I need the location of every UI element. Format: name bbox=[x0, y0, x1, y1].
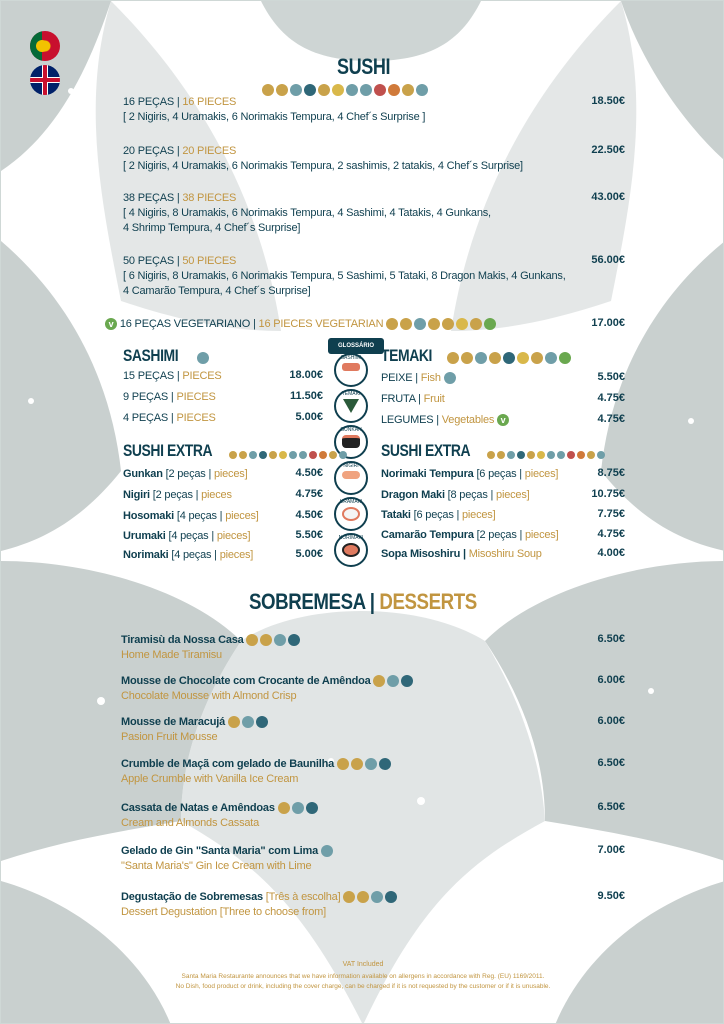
nuts-icon bbox=[319, 451, 327, 459]
gluten-icon bbox=[262, 84, 274, 96]
sushi-vegetarian-item: v 16 PEÇAS VEGETARIANO | 16 PIECES VEGETARIAN bbox=[105, 317, 498, 332]
mustard-icon bbox=[279, 451, 287, 459]
milk-icon bbox=[249, 451, 257, 459]
vat-note: VAT Included bbox=[342, 961, 384, 968]
mustard-icon bbox=[517, 352, 529, 364]
mustard-icon bbox=[456, 318, 468, 330]
dessert-item: Tiramisù da Nossa Casa Home Made Tiramisu bbox=[121, 633, 302, 663]
sushi-price: 18.50€ bbox=[591, 95, 625, 107]
temaki-price: 4.75€ bbox=[597, 413, 625, 425]
sashimi-allergen-icons bbox=[197, 349, 211, 367]
sashimi-item: 9 PEÇAS | PIECES bbox=[123, 391, 216, 403]
menu-content bbox=[1, 1, 724, 1024]
egg-icon bbox=[228, 716, 240, 728]
temaki-price: 4.75€ bbox=[597, 392, 625, 404]
sulphite-icon bbox=[597, 451, 605, 459]
dessert-price: 9.50€ bbox=[597, 890, 625, 902]
mustard-icon bbox=[537, 451, 545, 459]
soy-icon bbox=[304, 84, 316, 96]
nuts-icon bbox=[306, 802, 318, 814]
uk-flag-icon[interactable] bbox=[30, 65, 60, 95]
sashimi-price: 5.00€ bbox=[295, 411, 323, 423]
sushi-extra-item: Urumaki [4 peças | pieces] bbox=[123, 530, 251, 542]
temaki-item: LEGUMES | Vegetables v bbox=[381, 413, 509, 428]
lupin-icon bbox=[484, 318, 496, 330]
milk-icon bbox=[292, 802, 304, 814]
milk-icon bbox=[365, 758, 377, 770]
dessert-price: 6.50€ bbox=[597, 801, 625, 813]
desserts-title: SOBREMESA | DESSERTS bbox=[249, 589, 477, 614]
milk-icon bbox=[242, 716, 254, 728]
sushi-extra-item: Tataki [6 peças | pieces] bbox=[381, 509, 496, 521]
sushi-price: 43.00€ bbox=[591, 191, 625, 203]
sushi-extra-item: Hosomaki [4 peças | pieces] bbox=[123, 510, 259, 522]
crustacean-icon bbox=[309, 451, 317, 459]
egg-icon bbox=[239, 451, 247, 459]
milk-icon bbox=[290, 84, 302, 96]
celery-icon bbox=[503, 352, 515, 364]
soy-icon bbox=[517, 451, 525, 459]
sushi-extra-item: Dragon Maki [8 peças | pieces] bbox=[381, 489, 530, 501]
crustacean-icon bbox=[567, 451, 575, 459]
sashimi-price: 18.00€ bbox=[289, 369, 323, 381]
fish-icon bbox=[197, 352, 209, 364]
sushi-extra-price: 4.50€ bbox=[295, 467, 323, 479]
soy-icon bbox=[259, 451, 267, 459]
gluten-icon bbox=[487, 451, 495, 459]
sushi-price: 17.00€ bbox=[591, 317, 625, 329]
egg-icon bbox=[373, 675, 385, 687]
lupin-icon bbox=[559, 352, 571, 364]
vegetarian-icon: v bbox=[497, 414, 509, 426]
charge-notice: No Dish, food product or drink, including the cover charge, can be charged if it is not requested by the customer or if it is unusable. bbox=[175, 983, 551, 990]
crustacean-icon bbox=[374, 84, 386, 96]
mollusc-icon bbox=[299, 451, 307, 459]
sushi-extra-price: 4.50€ bbox=[295, 509, 323, 521]
sushi-extra-price: 10.75€ bbox=[591, 488, 625, 500]
vegetarian-icon: v bbox=[105, 318, 117, 330]
egg-icon bbox=[351, 758, 363, 770]
gluten-icon bbox=[246, 634, 258, 646]
gluten-icon bbox=[447, 352, 459, 364]
sesame-icon bbox=[587, 451, 595, 459]
fish-icon bbox=[289, 451, 297, 459]
celery-icon bbox=[527, 451, 535, 459]
milk-icon bbox=[414, 318, 426, 330]
sushi-item: 16 PEÇAS | 16 PIECES [ 2 Nigiris, 4 Uramakis, 6 Norimakis Tempura, 4 Chef´s Surprise ] bbox=[123, 96, 426, 123]
milk-icon bbox=[321, 845, 333, 857]
soy-icon bbox=[288, 634, 300, 646]
dessert-price: 6.50€ bbox=[597, 757, 625, 769]
dessert-item: Mousse de Chocolate com Crocante de Amêndoa Chocolate Mousse with Almond Crisp bbox=[121, 674, 415, 704]
dessert-item: Crumble de Maçã com gelado de Baunilha Apple Crumble with Vanilla Ice Cream bbox=[121, 757, 393, 787]
sushi-title: SUSHI bbox=[337, 54, 391, 79]
soy-icon bbox=[256, 716, 268, 728]
sushi-extra-item: Norimaki [4 peças | pieces] bbox=[123, 549, 254, 561]
egg-icon bbox=[497, 451, 505, 459]
egg-icon bbox=[260, 634, 272, 646]
sushi-extra-item: Sopa Misoshiru | Misoshiru Soup bbox=[381, 548, 542, 560]
nuts-icon bbox=[401, 675, 413, 687]
sushi-extra-price: 8.75€ bbox=[597, 467, 625, 479]
milk-icon bbox=[371, 891, 383, 903]
glossary-label: GLOSSÁRIO bbox=[328, 338, 384, 354]
dessert-price: 6.00€ bbox=[597, 715, 625, 727]
soy-icon bbox=[428, 318, 440, 330]
fish-icon bbox=[547, 451, 555, 459]
soy-icon bbox=[379, 758, 391, 770]
dessert-item: Degustação de Sobremesas [Três à escolha] Dessert Degustation [Three to choose from] bbox=[121, 890, 399, 920]
gunkan-glossary-icon: GUNKAN bbox=[334, 425, 368, 459]
sushi-extra-price: 4.75€ bbox=[295, 488, 323, 500]
sushi-extra-item: Camarão Tempura [2 peças | pieces] bbox=[381, 529, 559, 541]
dessert-item: Gelado de Gin "Santa Maria" com Lima "Santa Maria's" Gin Ice Cream with Lime bbox=[121, 844, 335, 874]
mollusc-icon bbox=[360, 84, 372, 96]
sushi-price: 56.00€ bbox=[591, 254, 625, 266]
celery-icon bbox=[318, 84, 330, 96]
temaki-item: FRUTA | Fruit bbox=[381, 393, 445, 405]
sushi-extra-price: 5.50€ bbox=[295, 529, 323, 541]
egg-icon bbox=[400, 318, 412, 330]
dessert-price: 7.00€ bbox=[597, 844, 625, 856]
sesame-icon bbox=[402, 84, 414, 96]
sushi-item: 38 PEÇAS | 38 PIECES [ 4 Nigiris, 8 Uramakis, 6 Norimakis Tempura, 4 Sashimi, 4 Tatakis, 4 Gunkans, 4 Shrimp Tempura, 4 Chef´s Surprise] bbox=[123, 192, 491, 234]
fish-icon bbox=[346, 84, 358, 96]
mollusc-icon bbox=[557, 451, 565, 459]
mustard-icon bbox=[332, 84, 344, 96]
dessert-item: Cassata de Natas e Amêndoas Cream and Almonds Cassata bbox=[121, 801, 320, 831]
sulphite-icon bbox=[545, 352, 557, 364]
dessert-price: 6.50€ bbox=[597, 633, 625, 645]
gluten-icon bbox=[343, 891, 355, 903]
sulphite-icon bbox=[416, 84, 428, 96]
norimaki-glossary-icon: NORIMAKI bbox=[334, 533, 368, 567]
sashimi-glossary-icon: SASHIMI bbox=[334, 353, 368, 387]
nuts-icon bbox=[388, 84, 400, 96]
nuts-icon bbox=[577, 451, 585, 459]
celery-icon bbox=[442, 318, 454, 330]
sesame-icon bbox=[531, 352, 543, 364]
uramaki-glossary-icon: URAMAKI bbox=[334, 497, 368, 531]
gluten-icon bbox=[229, 451, 237, 459]
nuts-icon bbox=[385, 891, 397, 903]
milk-icon bbox=[387, 675, 399, 687]
sushi-extra-price: 4.00€ bbox=[597, 547, 625, 559]
temaki-glossary-icon: TEMAKI bbox=[334, 389, 368, 423]
egg-icon bbox=[278, 802, 290, 814]
sushi-extra-left-title: SUSHI EXTRA bbox=[123, 441, 213, 460]
fish-icon bbox=[444, 372, 456, 384]
sashimi-item: 15 PEÇAS | PIECES bbox=[123, 370, 222, 382]
sushi-extra-left-allergen-icons bbox=[229, 446, 349, 464]
milk-icon bbox=[274, 634, 286, 646]
temaki-title: TEMAKI bbox=[381, 346, 432, 365]
temaki-item: PEIXE | Fish bbox=[381, 371, 458, 386]
allergen-notice: Santa Maria Restaurante announces that we have information available on allergens in accordance with Reg. (EU) 1169/2011. bbox=[181, 973, 545, 980]
portuguese-flag-icon[interactable] bbox=[30, 31, 60, 61]
sushi-item: 50 PEÇAS | 50 PIECES [ 6 Nigiris, 8 Uramakis, 6 Norimakis Tempura, 5 Sashimi, 5 Tataki, 8 Dragon Makis, 4 Gunkans, 4 Camarão Tempura, 4 Chef´s Surprise] bbox=[123, 255, 566, 297]
sushi-price: 22.50€ bbox=[591, 144, 625, 156]
milk-icon bbox=[507, 451, 515, 459]
temaki-price: 5.50€ bbox=[597, 371, 625, 383]
celery-icon bbox=[269, 451, 277, 459]
sashimi-price: 11.50€ bbox=[289, 390, 323, 402]
sushi-extra-price: 7.75€ bbox=[597, 508, 625, 520]
dessert-item: Mousse de Maracujá Pasion Fruit Mousse bbox=[121, 715, 270, 745]
sashimi-item: 4 PEÇAS | PIECES bbox=[123, 412, 216, 424]
egg-icon bbox=[276, 84, 288, 96]
sesame-icon bbox=[329, 451, 337, 459]
dessert-price: 6.00€ bbox=[597, 674, 625, 686]
egg-icon bbox=[461, 352, 473, 364]
sushi-extra-item: Norimaki Tempura [6 peças | pieces] bbox=[381, 468, 559, 480]
egg-icon bbox=[357, 891, 369, 903]
milk-icon bbox=[475, 352, 487, 364]
sesame-icon bbox=[470, 318, 482, 330]
temaki-allergen-icons bbox=[447, 349, 573, 367]
nigiri-glossary-icon: NIGIRI bbox=[334, 461, 368, 495]
sushi-extra-right-allergen-icons bbox=[487, 446, 607, 464]
sushi-item: 20 PEÇAS | 20 PIECES [ 2 Nigiris, 4 Uramakis, 6 Norimakis Tempura, 2 sashimis, 2 tatakis, 4 Chef´s Surprise] bbox=[123, 145, 523, 172]
sushi-extra-price: 4.75€ bbox=[597, 528, 625, 540]
soy-icon bbox=[489, 352, 501, 364]
sashimi-title: SASHIMI bbox=[123, 346, 179, 365]
gluten-icon bbox=[337, 758, 349, 770]
sushi-extra-right-title: SUSHI EXTRA bbox=[381, 441, 471, 460]
sushi-extra-price: 5.00€ bbox=[295, 548, 323, 560]
gluten-icon bbox=[386, 318, 398, 330]
sulphite-icon bbox=[339, 451, 347, 459]
sushi-extra-item: Gunkan [2 peças | pieces] bbox=[123, 468, 248, 480]
sushi-extra-item: Nigiri [2 peças | pieces bbox=[123, 489, 232, 501]
